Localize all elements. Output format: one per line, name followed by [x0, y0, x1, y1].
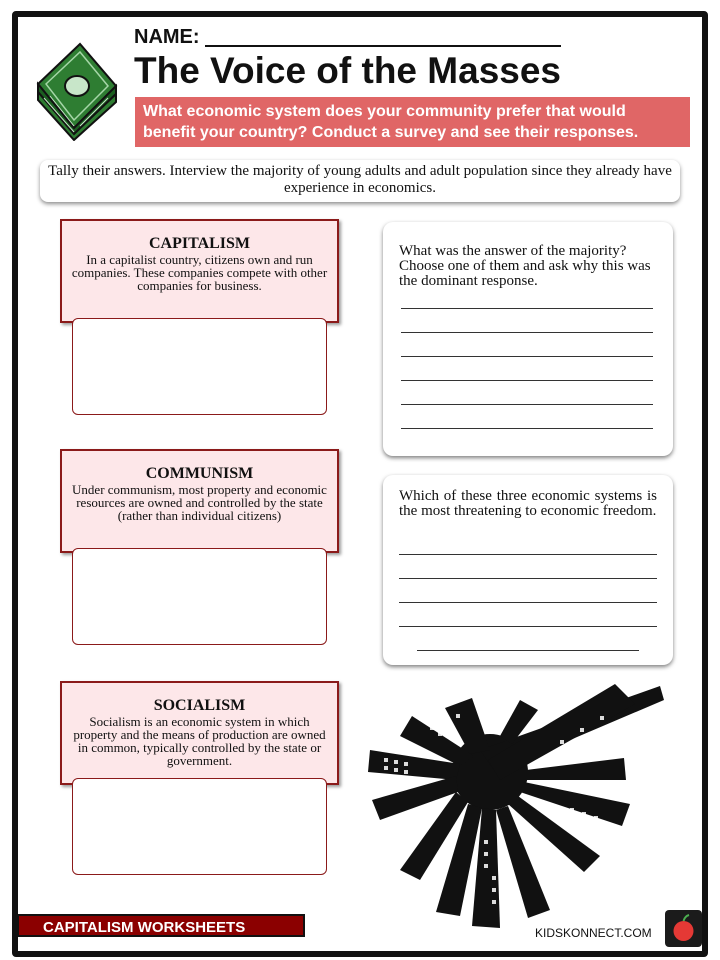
- answer-line[interactable]: [417, 650, 639, 651]
- answer-line[interactable]: [401, 308, 653, 309]
- name-label: NAME:: [134, 26, 200, 48]
- answer-line[interactable]: [399, 626, 657, 627]
- capitalism-answer-box[interactable]: [72, 318, 327, 415]
- brand-name: KIDSKONNECT.COM: [535, 926, 652, 940]
- socialism-title: SOCIALISM: [153, 697, 246, 714]
- answer-line[interactable]: [401, 356, 653, 357]
- capitalism-title: CAPITALISM: [148, 235, 251, 252]
- capitalism-description: In a capitalist country, citizens own and run companies. These companies compete with other companies for business.: [71, 252, 328, 293]
- question-card-majority: [383, 222, 673, 456]
- socialism-description: Socialism is an economic system in which property and the means of production are owned in common, typically controlled by the state or government.: [73, 714, 326, 768]
- name-field[interactable]: [205, 45, 561, 47]
- communism-description: Under communism, most property and economic resources are owned and controlled by the state (rather than individual citizens): [72, 482, 327, 523]
- answer-line[interactable]: [401, 428, 653, 429]
- footer-worksheet-label: CAPITALISM WORKSHEETS: [17, 914, 305, 937]
- answer-line[interactable]: [399, 554, 657, 555]
- apple-icon: [665, 910, 702, 947]
- answer-line[interactable]: [399, 578, 657, 579]
- answer-line[interactable]: [401, 332, 653, 333]
- city-skyline-illustration: [360, 680, 670, 930]
- answer-line[interactable]: [401, 404, 653, 405]
- answer-line[interactable]: [399, 602, 657, 603]
- page-title: The Voice of the Masses: [134, 50, 561, 91]
- socialism-card: [60, 681, 339, 785]
- capitalism-card: [60, 219, 339, 323]
- apple-logo-icon: [665, 910, 702, 947]
- prompt-banner: What economic system does your community prefer that would benefit your country? Conduct a survey and see their responses.: [135, 97, 690, 147]
- communism-title: COMMUNISM: [145, 465, 254, 482]
- question-majority-text: What was the answer of the majority? Choose one of them and ask why this was the dominant response.: [399, 243, 651, 289]
- question-threatening-text: Which of these three economic systems is the most threatening to economic freedom.: [399, 488, 657, 519]
- communism-card: [60, 449, 339, 553]
- instructions-card: Tally their answers. Interview the majority of young adults and adult population since they already have experience in economics.: [40, 160, 680, 202]
- socialism-answer-box[interactable]: [72, 778, 327, 875]
- communism-answer-box[interactable]: [72, 548, 327, 645]
- question-card-threatening: [383, 475, 673, 665]
- money-stack-icon: [30, 36, 118, 141]
- answer-line[interactable]: [401, 380, 653, 381]
